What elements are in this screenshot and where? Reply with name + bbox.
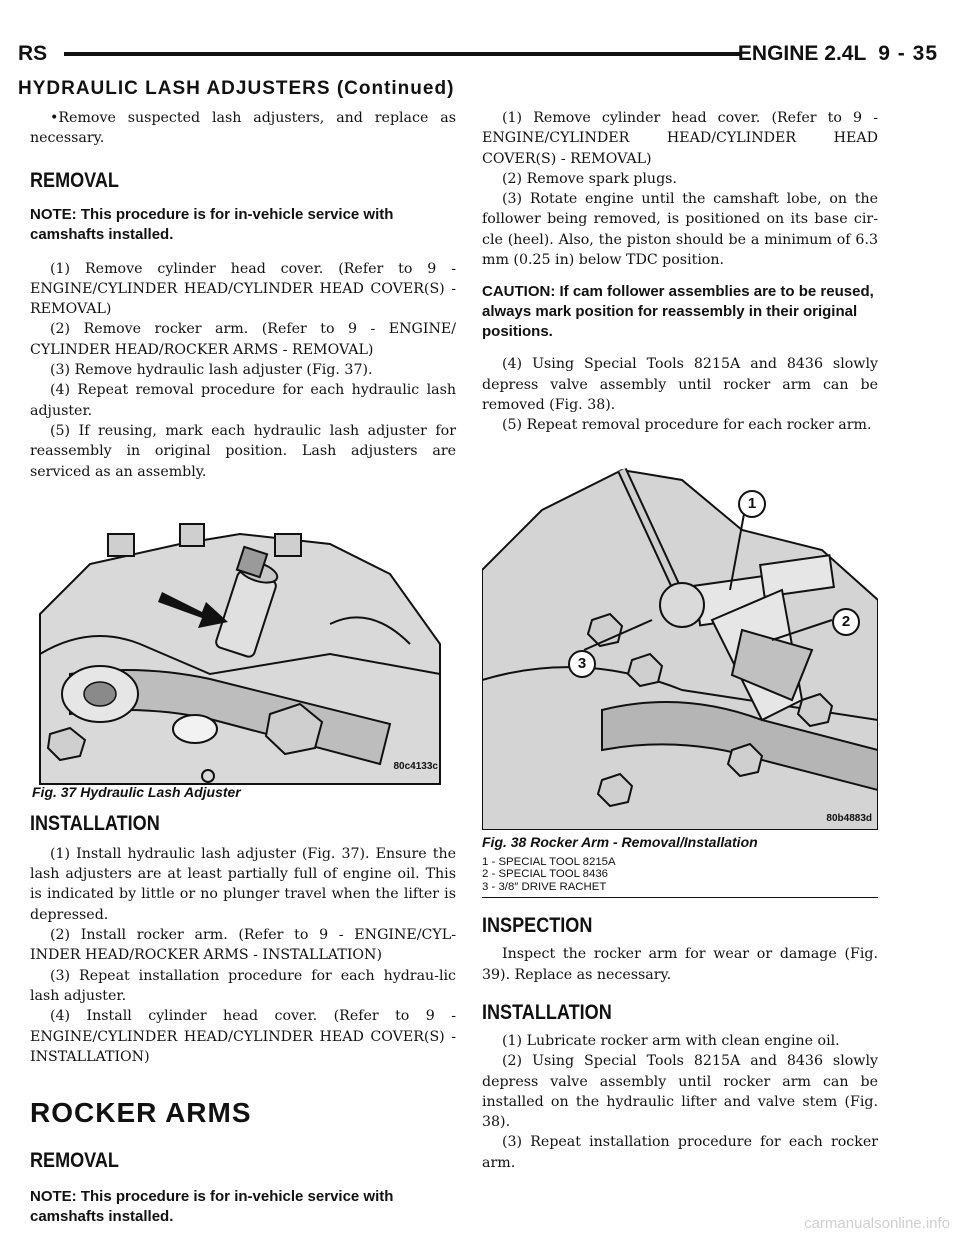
installation-step: (1) Install hydraulic lash adjuster (Fig. 37). Ensure the lash adjusters are at least partially full of engine oil. This is indicated by little or no plunger travel when the lifter is depressed. [30, 845, 456, 923]
rocker-removal-steps-2 [482, 354, 878, 435]
figure-38-caption: Fig. 38 Rocker Arm - Removal/Installation [482, 833, 758, 850]
legend-divider [482, 897, 878, 898]
inspection-text: Inspect the rocker arm for wear or damage (Fig. 39). Replace as necessary. [482, 946, 878, 983]
callout-3: 3 [568, 650, 596, 678]
removal-step: (5) If reusing, mark each hydraulic lash adjuster for reassembly in original position. Lash adjusters are serviced as an assembly. [30, 422, 456, 480]
caution-note: CAUTION: If cam follower assemblies are to be reused, always mark position for reassembly in their original positions. [482, 283, 874, 341]
continued-title: HYDRAULIC LASH ADJUSTERS (Continued) [18, 78, 455, 99]
section-heading-inspection: INSPECTION [482, 914, 593, 938]
rocker-installation-step: (3) Repeat installation procedure for each rocker arm. [482, 1134, 878, 1171]
header-right [738, 42, 938, 66]
left-column [30, 108, 456, 1227]
hydraulic-lash-adjuster-illustration [30, 504, 450, 794]
legend-item: 2 - SPECIAL TOOL 8436 [482, 868, 608, 881]
legend-item: 1 - SPECIAL TOOL 8215A [482, 855, 616, 868]
figure-37 [30, 504, 450, 800]
installation-step: (4) Install cylinder head cover. (Refer to 9 - ENGINE/CYLINDER HEAD/CYLINDER HEAD COVER(S) - INSTALLATION) [30, 1008, 456, 1065]
installation-steps [30, 844, 456, 1067]
section-heading-installation: INSTALLATION [30, 811, 160, 835]
removal-steps [30, 259, 456, 482]
rocker-removal-step: (2) Remove spark plugs. [502, 170, 677, 187]
removal-step: (2) Remove rocker arm. (Refer to 9 - ENGINE/ CYLINDER HEAD/ROCKER ARMS - REMOVAL) [30, 321, 456, 358]
header-chapter: ENGINE 2.4L [737, 42, 867, 65]
figure-38 [482, 450, 878, 830]
rocker-removal-step: (4) Using Special Tools 8215A and 8436 slowly depress valve assembly until rocker arm can be removed (Fig. 38). [482, 356, 878, 413]
page-number: 9 - 35 [878, 42, 938, 65]
rocker-arm-removal-illustration [482, 450, 878, 830]
section-heading-rocker-removal: REMOVAL [30, 1149, 119, 1173]
removal-step: (1) Remove cylinder head cover. (Refer to 9 - ENGINE/CYLINDER HEAD/CYLINDER HEAD COVER(S) - REMOVAL) [30, 260, 456, 318]
figure-38-legend [482, 856, 878, 899]
figure-37-code: 80c4133c [393, 760, 438, 772]
rocker-installation-step: (2) Using Special Tools 8215A and 8436 slowly depress valve assembly until rocker arm can be installed on the hydraulic lifter and valve stem (Fig. 38). [482, 1053, 878, 1131]
rocker-removal-step: (1) Remove cylinder head cover. (Refer to 9 - ENGINE/CYLINDER HEAD/CYLINDER HEAD COVER(S) - REMOVAL) [482, 110, 878, 167]
removal-step: (4) Repeat removal procedure for each hydraulic lash adjuster. [30, 382, 456, 419]
watermark-footer: carmanualsonline.info [804, 1215, 950, 1232]
figure-38-code: 80b4883d [826, 812, 872, 824]
removal-step: (3) Remove hydraulic lash adjuster (Fig. 37). [50, 362, 373, 379]
header-rule [64, 52, 742, 56]
removal-note: NOTE: This procedure is for in-vehicle service with camshafts installed. [30, 205, 394, 243]
chapter-heading-rocker-arms: ROCKER ARMS [30, 1097, 252, 1129]
section-heading-rocker-installation: INSTALLATION [482, 1000, 612, 1024]
installation-step: (2) Install rocker arm. (Refer to 9 - ENGINE/CYL-INDER HEAD/ROCKER ARMS - INSTALLATION) [30, 927, 456, 964]
callout-2: 2 [832, 608, 860, 636]
rocker-installation-steps [482, 1031, 878, 1173]
figure-37-caption: Fig. 37 Hydraulic Lash Adjuster [32, 783, 241, 800]
installation-step: (3) Repeat installation procedure for each hydrau-lic lash adjuster. [30, 967, 456, 1004]
rocker-installation-step: (1) Lubricate rocker arm with clean engine oil. [502, 1032, 840, 1049]
rocker-removal-step: (5) Repeat removal procedure for each rocker arm. [502, 417, 872, 434]
legend-item: 3 - 3/8″ DRIVE RACHET [482, 880, 607, 893]
callout-1: 1 [738, 490, 766, 518]
bullet-item: •Remove suspected lash adjusters, and replace as necessary. [30, 110, 456, 147]
header-section-code: RS [18, 42, 48, 65]
right-column [482, 108, 878, 1173]
section-heading-removal: REMOVAL [30, 168, 119, 192]
rocker-removal-note: NOTE: This procedure is for in-vehicle service with camshafts installed. [30, 1188, 394, 1226]
rocker-removal-step: (3) Rotate engine until the camshaft lobe, on the follower being removed, is positioned on its base cir-cle (heel). Also, the piston should be a minimum of 6.3 mm (0.25 in) below TDC position. [482, 191, 878, 269]
